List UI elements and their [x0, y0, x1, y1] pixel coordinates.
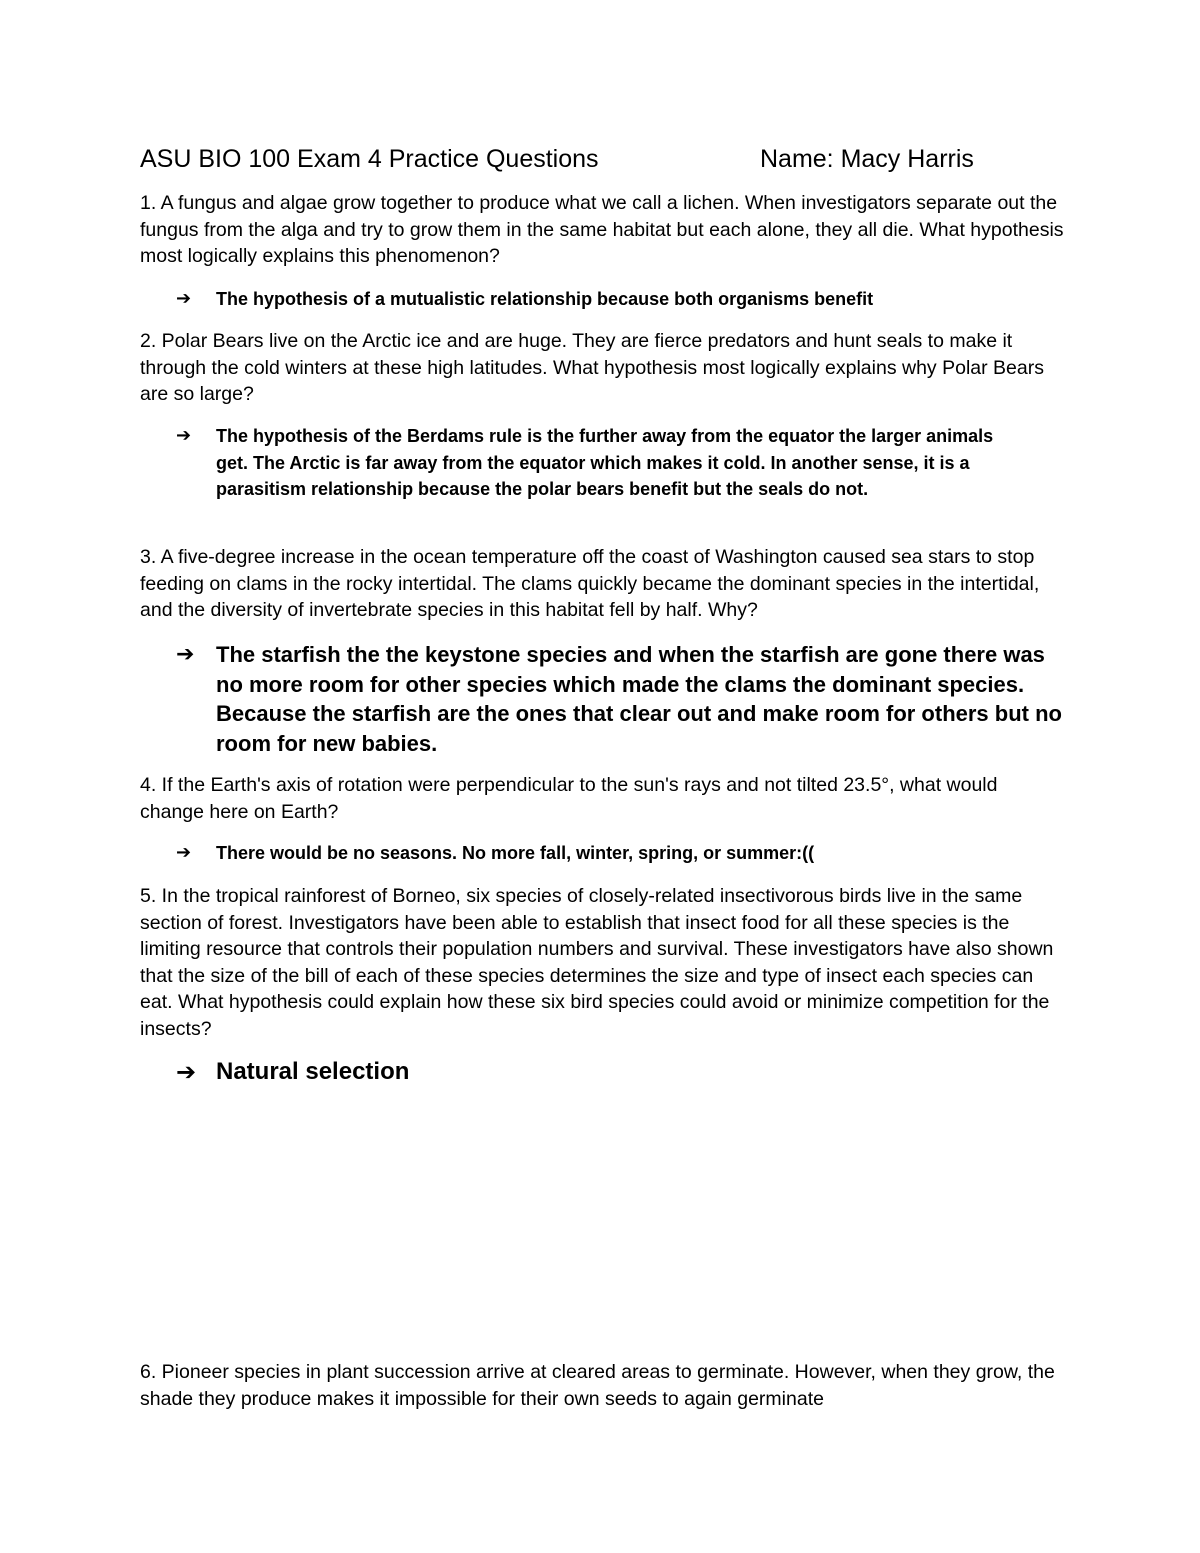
answer-block-2: [140, 423, 1065, 503]
answer-text: The hypothesis of the Berdams rule is the further away from the equator the larger animals get. The Arctic is far away from the equator which makes it cold. In another sense, it is a parasitism relationship because the polar bears benefit but the seals do not.: [216, 426, 994, 499]
question-text: 6. Pioneer species in plant succession arrive at cleared areas to germinate. However, when they grow, the shade they produce makes it impossible for their own seeds to again germinate: [140, 1361, 1055, 1410]
student-name: Name: Macy Harris: [760, 145, 974, 173]
answer-text: Natural selection: [216, 1058, 410, 1085]
answer-block-3: [140, 640, 1065, 758]
arrow-icon: ➔: [176, 842, 192, 863]
question-block-6: [140, 1359, 1065, 1412]
answer-text: The starfish the the keystone species and when the starfish are gone there was no more room for other species which made the clams the dominant species. Because the starfish are the ones that clear out and make room for others but no room for new babies.: [216, 642, 1062, 756]
arrow-icon: ➔: [176, 288, 192, 309]
arrow-icon: ➔: [176, 425, 192, 446]
question-text: 5. In the tropical rainforest of Borneo, six species of closely-related insectivorous birds live in the same section of forest. Investigators have been able to establish that insect food for all these species is the limiting resource that controls their population numbers and survival. These investigators have also shown that the size of the bill of each of these species determines the size and type of insect each species can eat. What hypothesis could explain how these six bird species could avoid or minimize competition for the insects?: [140, 885, 1054, 1040]
question-block-5: [140, 883, 1065, 1042]
question-text: 4. If the Earth's axis of rotation were perpendicular to the sun's rays and not tilted 23.5°, what would change here on Earth?: [140, 774, 998, 823]
answer-text: There would be no seasons. No more fall, winter, spring, or summer:((: [216, 843, 815, 863]
arrow-icon: ➔: [176, 1058, 197, 1086]
question-block-3: [140, 544, 1065, 624]
document-title: ASU BIO 100 Exam 4 Practice Questions: [140, 145, 599, 173]
answer: [140, 1057, 1065, 1087]
answer: [140, 640, 1065, 758]
question-text: 1. A fungus and algae grow together to produce what we call a lichen. When investigators separate out the fungus from the alga and try to grow them in the same habitat but each alone, they all die. What hypothesis most logically explains this phenomenon?: [140, 192, 1064, 267]
answer-text: The hypothesis of a mutualistic relationship because both organisms benefit: [216, 289, 874, 309]
answer: [140, 286, 1065, 313]
answer: [140, 840, 1065, 867]
answer-block-5: [140, 1057, 1065, 1087]
question-block-2: [140, 328, 1065, 408]
answer-block-1: [140, 286, 1065, 313]
question-text: 2. Polar Bears live on the Arctic ice and are huge. They are fierce predators and hunt seals to make it through the cold winters at these high latitudes. What hypothesis most logically explains why Polar Bears are so large?: [140, 330, 1044, 405]
question-text: 3. A five-degree increase in the ocean temperature off the coast of Washington caused sea stars to stop feeding on clams in the rocky intertidal. The clams quickly became the dominant species in the intertidal, and the diversity of invertebrate species in this habitat fell by half. Why?: [140, 546, 1040, 621]
answer: [140, 423, 1065, 503]
document-header: [140, 142, 1060, 176]
arrow-icon: ➔: [176, 642, 195, 667]
answer-block-4: [140, 840, 1065, 867]
question-block-1: [140, 190, 1065, 270]
question-block-4: [140, 772, 1065, 825]
